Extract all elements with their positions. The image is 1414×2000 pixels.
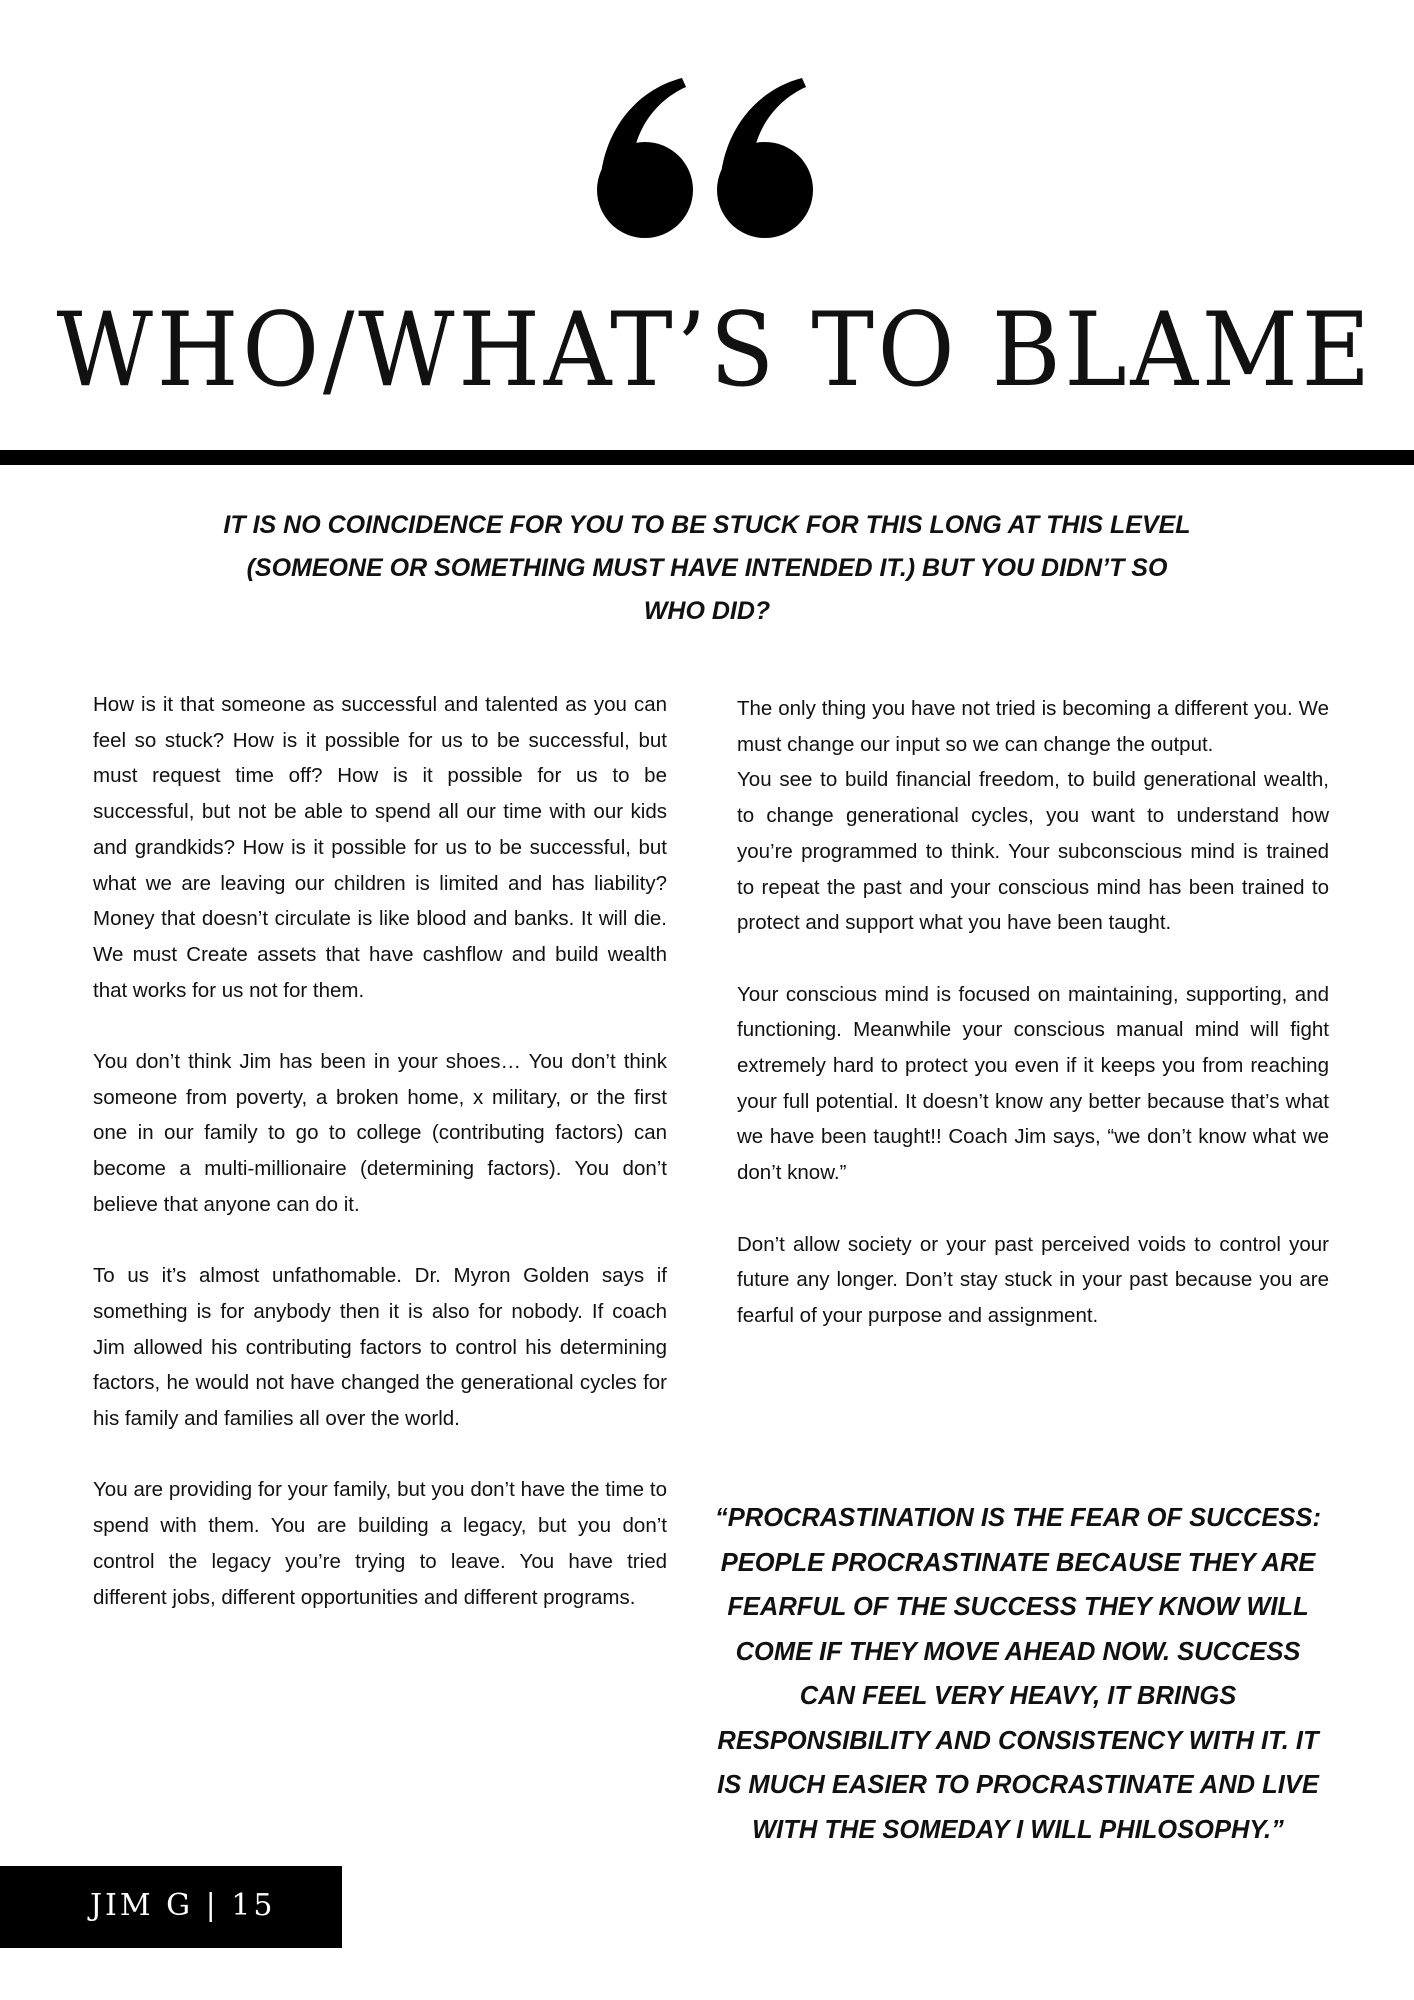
title-divider	[0, 450, 1414, 465]
body-paragraph: Don’t allow society or your past perceived voids to control your future any longer. Don’t stay stuck in your past because you are fearful of your purpose and assignment.	[737, 1232, 1329, 1327]
body-paragraph: The only thing you have not tried is becoming a different you. We must change our input so we can change the output.	[737, 697, 1329, 756]
page-footer	[0, 1866, 342, 1948]
subheading: IT IS NO COINCIDENCE FOR YOU TO BE STUCK FOR THIS LONG AT THIS LEVEL (SOMEONE OR SOMETHING MUST HAVE INTENDED IT.) BUT YOU DIDN’T SO WHO DID?	[223, 511, 1191, 625]
footer-page-label: JIM G | 15	[90, 1888, 276, 1923]
body-paragraph: To us it’s almost unfathomable. Dr. Myron Golden says if something is for anybody then it is also for nobody. If coach Jim allowed his contributing factors to control his determining factors, he would not have changed the generational cycles for his family and families all over the world.	[93, 1264, 667, 1431]
page-title: WHO/WHAT’S TO BLAME	[56, 291, 1374, 410]
body-paragraph: You see to build financial freedom, to build generational wealth, to change generational cycles, you want to understand how you’re programmed to think. Your subconscious mind is trained to repeat the past and your conscious mind has been trained to protect and support what you have been taught.	[737, 768, 1329, 935]
body-paragraph: How is it that someone as successful and talented as you can feel so stuck? How is it possible for us to be successful, but must request time off? How is it possible for us to be successful, but not be able to spend all our time with our kids and grandkids? How is it possible for us to be successful, but what we are leaving our children is limited and has liability? Money that doesn’t circulate is like blood and banks. It will die. We must Create assets that have cashflow and build wealth that works for us not for them.	[93, 693, 667, 1002]
body-paragraph: You don’t think Jim has been in your shoes… You don’t think someone from poverty, a broken home, x military, or the first one in our family to go to college (contributing factors) can become a multi-millionaire (determining factors). You don’t believe that anyone can do it.	[93, 1050, 667, 1216]
pull-quote: “PROCRASTINATION IS THE FEAR OF SUCCESS: PEOPLE PROCRASTINATE BECAUSE THEY ARE FEARFUL OF THE SUCCESS THEY KNOW WILL COME IF THEY MOVE AHEAD NOW. SUCCESS CAN FEEL VERY HEAVY, IT BRINGS RESPONSIBILITY AND CONSISTENCY WITH IT. IT IS MUCH EASIER TO PROCRASTINATE AND LIVE WITH THE SOMEDAY I WILL PHILOSOPHY.”	[715, 1504, 1321, 1844]
right-column	[737, 691, 1329, 1369]
left-column	[93, 687, 667, 1651]
body-paragraph: You are providing for your family, but you don’t have the time to spend with them. You are building a legacy, but you don’t control the legacy you’re trying to leave. You have tried different jobs, different opportunities and different programs.	[93, 1478, 667, 1609]
open-quote-icon	[590, 78, 820, 238]
body-paragraph: Your conscious mind is focused on maintaining, supporting, and functioning. Meanwhile your conscious manual mind will fight extremely hard to protect you even if it keeps you from reaching your full potential. It doesn’t know any better because that’s what we have been taught!! Coach Jim says, “we don’t know what we don’t know.”	[737, 982, 1329, 1185]
